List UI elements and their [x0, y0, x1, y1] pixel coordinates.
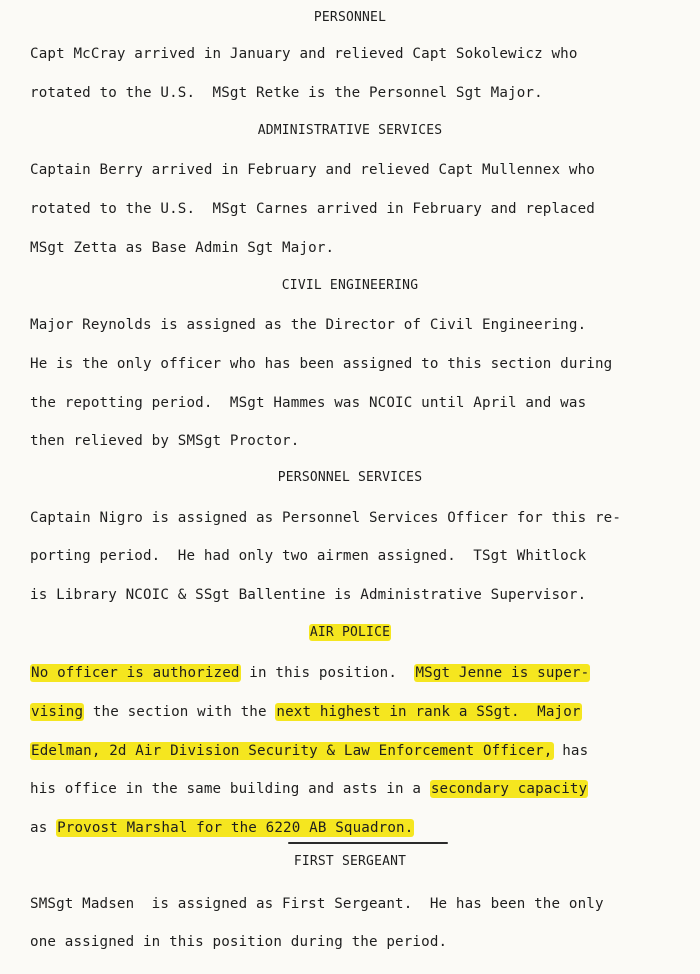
- text-line: [30, 431, 299, 451]
- text-line: [30, 894, 604, 914]
- text-line: [30, 199, 595, 219]
- highlighted-text: next highest in rank a SSgt. Major: [276, 704, 581, 720]
- line-text: the repotting period. MSgt Hammes was NCOIC until April and was: [30, 395, 587, 411]
- text-line: [30, 779, 588, 799]
- highlighted-text: secondary capacity: [430, 781, 588, 797]
- text-line: [30, 83, 543, 103]
- section-heading-text: PERSONNEL SERVICES: [277, 470, 423, 485]
- line-text: rotated to the U.S. MSgt Retke is the Personnel Sgt Major.: [30, 85, 543, 101]
- line-text: one assigned in this position during the period.: [30, 934, 448, 950]
- text-line: [30, 585, 586, 605]
- text-line: [30, 546, 586, 566]
- line-text: Major Reynolds is assigned as the Director of Civil Engineering.: [30, 317, 587, 333]
- text-line: [30, 741, 588, 761]
- line-text: porting period. He had only two airmen assigned. TSgt Whitlock: [30, 548, 587, 564]
- highlighted-text: vising: [31, 704, 84, 720]
- text-line: [30, 238, 334, 258]
- line-text: Capt McCray arrived in January and relieved Capt Sokolewicz who: [30, 46, 578, 62]
- text-line: [30, 315, 586, 335]
- line-text: then relieved by SMSgt Proctor.: [30, 433, 300, 449]
- section-heading: [0, 9, 700, 27]
- line-text: SMSgt Madsen is assigned as First Sergeant. He has been the only: [30, 896, 604, 912]
- text-line: [30, 818, 414, 838]
- highlighted-text: Edelman, 2d Air Division Security & Law Enforcement Officer,: [31, 743, 553, 759]
- pen-underline: [288, 842, 448, 844]
- line-text: his office in the same building and asts in a: [30, 781, 430, 797]
- section-heading-text: AIR POLICE: [309, 625, 391, 640]
- line-text: Captain Nigro is assigned as Personnel Services Officer for this re-: [30, 510, 622, 526]
- section-heading-text: FIRST SERGEANT: [293, 854, 407, 869]
- text-line: [30, 508, 621, 528]
- highlighted-text: MSgt Jenne is super-: [415, 665, 590, 681]
- section-heading-text: CIVIL ENGINEERING: [281, 278, 419, 293]
- highlighted-text: Provost Marshal for the 6220 AB Squadron.: [57, 820, 414, 836]
- line-text: as: [30, 820, 57, 836]
- section-heading-text: PERSONNEL: [313, 10, 387, 25]
- highlighted-text: No officer is authorized: [31, 665, 240, 681]
- section-heading: [0, 122, 700, 140]
- line-text: rotated to the U.S. MSgt Carnes arrived in February and replaced: [30, 201, 595, 217]
- text-line: [30, 393, 586, 413]
- text-line: [30, 663, 590, 683]
- text-line: [30, 160, 595, 180]
- line-text: Captain Berry arrived in February and relieved Capt Mullennex who: [30, 162, 595, 178]
- section-heading: [0, 277, 700, 295]
- line-text: in this position.: [240, 665, 415, 681]
- line-text: has: [553, 743, 589, 759]
- line-text: is Library NCOIC & SSgt Ballentine is Administrative Supervisor.: [30, 587, 587, 603]
- text-line: [30, 932, 447, 952]
- text-line: [30, 702, 582, 722]
- section-heading-text: ADMINISTRATIVE SERVICES: [257, 123, 443, 138]
- section-heading: [0, 469, 700, 487]
- text-line: [30, 354, 612, 374]
- text-line: [30, 44, 578, 64]
- line-text: the section with the: [84, 704, 276, 720]
- section-heading: [0, 624, 700, 642]
- line-text: MSgt Zetta as Base Admin Sgt Major.: [30, 240, 335, 256]
- section-heading: [0, 853, 700, 871]
- line-text: He is the only officer who has been assigned to this section during: [30, 356, 613, 372]
